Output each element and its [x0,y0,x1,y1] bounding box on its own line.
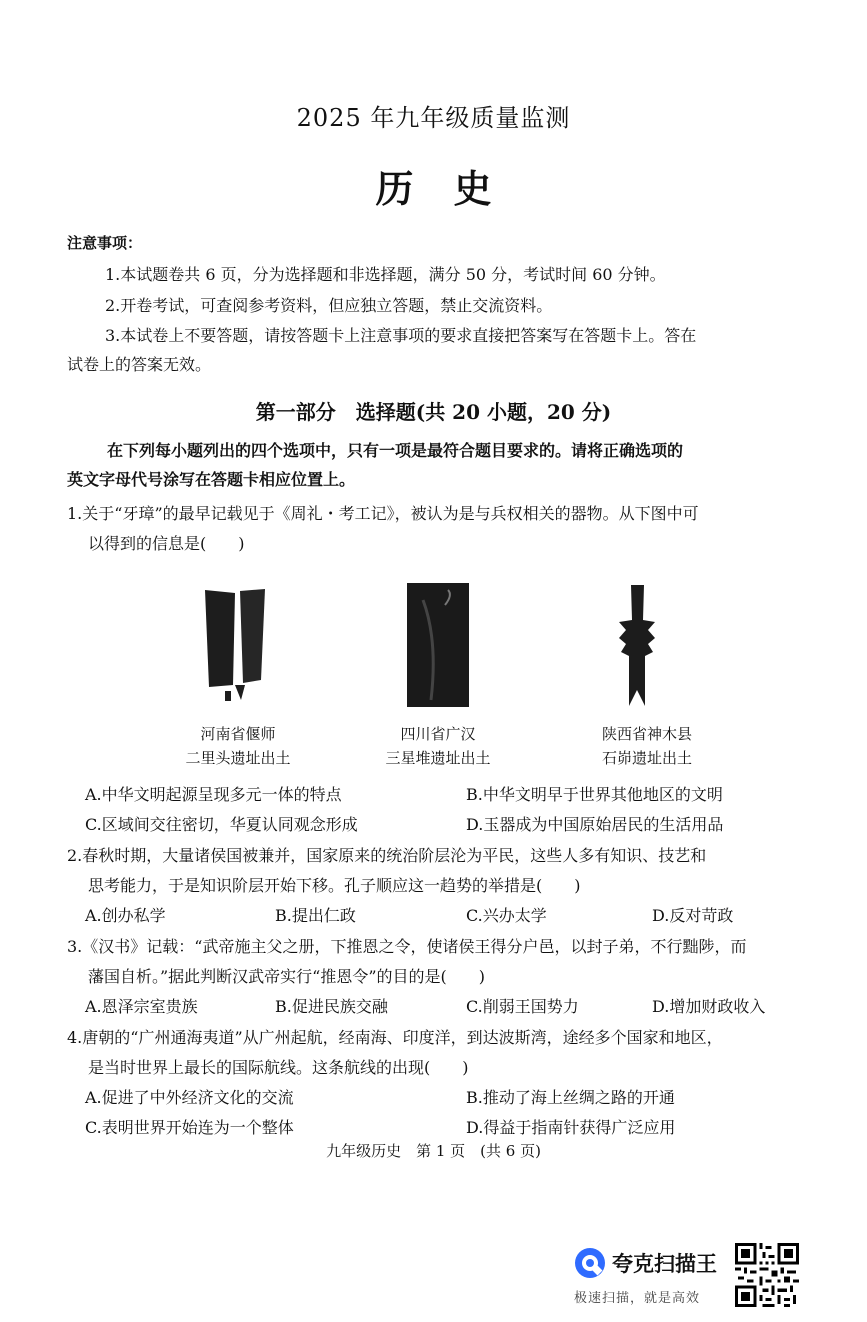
exam-title: 2025 年九年级质量监测 [296,104,571,132]
scanner-brand: 夸克扫描王 [612,1252,717,1276]
caption-erlitou-line1: 河南省偃师 [200,725,276,743]
q3-stem-line1: 3.《汉书》记载：“武帝施主父之册，下推恩之令，使诸侯王得分户邑，以封子弟，不行黜陟，而 [67,937,747,956]
q4-option-d[interactable]: D.得益于指南针获得广泛应用 [466,1118,676,1137]
q3-option-b[interactable]: B.促进民族交融 [275,997,388,1016]
caption-sanxingdui-line1: 四川省广汉 [400,725,476,743]
qr-code-icon [735,1243,799,1307]
q1-option-a[interactable]: A.中华文明起源呈现多元一体的特点 [85,785,342,804]
q4-option-a[interactable]: A.促进了中外经济文化的交流 [85,1088,294,1107]
scanner-slogan: 极速扫描，就是高效 [574,1291,701,1306]
caption-erlitou [153,722,323,770]
q1-stem-line1: 1.关于“牙璋”的最早记载见于《周礼・考工记》，被认为是与兵权相关的器物。从下图中可 [67,504,699,523]
q3-stem-line2: 藩国自析。”据此判断汉武帝实行“推恩令”的目的是( ) [88,967,486,986]
q2-option-b[interactable]: B.提出仁政 [275,906,356,925]
q1-option-c[interactable]: C.区域间交往密切，华夏认同观念形成 [85,815,358,834]
q4-stem-line2: 是当时世界上最长的国际航线。这条航线的出现( ) [88,1058,469,1077]
artifact-image-sanxingdui [403,580,473,708]
q4-option-b[interactable]: B.推动了海上丝绸之路的开通 [466,1088,675,1107]
caption-shimao [562,722,732,770]
q2-option-d[interactable]: D.反对苛政 [652,906,734,925]
caption-erlitou-line2: 二里头遗址出土 [185,749,291,767]
artifact-image-erlitou [195,585,275,710]
notice-item-2: 2.开卷考试，可查阅参考资料，但应独立答题，禁止交流资料。 [105,296,553,315]
subject-title: 历史 [375,166,532,211]
page-footer: 九年级历史 第 1 页 (共 6 页) [326,1142,541,1160]
caption-sanxingdui [353,722,523,770]
q2-stem-line1: 2.春秋时期，大量诸侯国被兼并，国家原来的统治阶层沦为平民，这些人多有知识、技艺和 [67,846,707,865]
q4-stem-line1: 4.唐朝的“广州通海夷道”从广州起航，经南海、印度洋，到达波斯湾，途经多个国家和地区， [67,1028,723,1047]
q3-option-c[interactable]: C.削弱王国势力 [466,997,579,1016]
part1-heading: 第一部分 选择题(共 20 小题，20 分) [255,400,612,424]
caption-shimao-line2: 石峁遗址出土 [601,749,692,767]
caption-sanxingdui-line2: 三星堆遗址出土 [385,749,491,767]
q3-option-a[interactable]: A.恩泽宗室贵族 [85,997,198,1016]
q1-option-b[interactable]: B.中华文明早于世界其他地区的文明 [466,785,723,804]
q3-option-d[interactable]: D.增加财政收入 [652,997,766,1016]
q1-option-d[interactable]: D.玉器成为中国原始居民的生活用品 [466,815,724,834]
q2-option-a[interactable]: A.创办私学 [85,906,166,925]
q2-option-c[interactable]: C.兴办太学 [466,906,547,925]
part1-instruction-2: 英文字母代号涂写在答题卡相应位置上。 [67,470,356,489]
quark-logo-icon [574,1247,606,1279]
caption-shimao-line1: 陕西省神木县 [601,725,692,743]
part1-instruction-1: 在下列每小题列出的四个选项中，只有一项是最符合题目要求的。请将正确选项的 [107,441,684,460]
notice-item-3: 3.本试卷上不要答题，请按答题卡上注意事项的要求直接把答案写在答题卡上。答在 [105,326,697,345]
q1-stem-line2: 以得到的信息是( ) [88,534,245,553]
q4-option-c[interactable]: C.表明世界开始连为一个整体 [85,1118,294,1137]
notice-heading: 注意事项： [67,234,143,252]
artifact-image-shimao [615,582,660,712]
notice-item-3-cont: 试卷上的答案无效。 [67,355,212,374]
q2-stem-line2: 思考能力，于是知识阶层开始下移。孔子顺应这一趋势的举措是( ) [88,876,581,895]
notice-item-1: 1.本试题卷共 6 页，分为选择题和非选择题，满分 50 分，考试时间 60 分钟。 [105,265,666,284]
